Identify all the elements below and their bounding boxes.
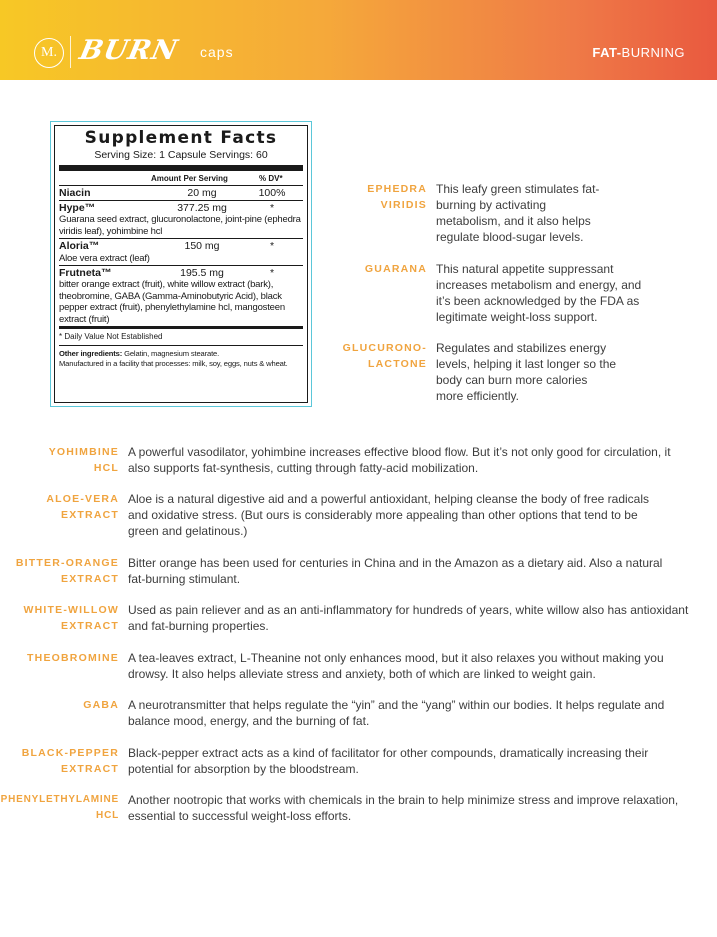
brand-logo-mark: M. <box>34 38 64 68</box>
brand-logo-suffix: caps <box>200 44 234 60</box>
ingredient-text: Bitter orange has been used for centuries in China and in the Amazon as a dietary aid. Also a natural fat-burning stimulant. <box>128 556 663 586</box>
side-ingredient-text: This natural appetite suppressant increases metabolism and energy, and it’s been acknowledged by the FDA as legitimate weight-loss support. <box>436 262 642 324</box>
name-line-2: LACTONE <box>368 358 427 370</box>
name-line-1: EPHEDRA <box>367 183 427 195</box>
ingredient-name <box>27 650 119 666</box>
facts-column-header <box>59 171 303 186</box>
ingredient-name <box>16 555 119 587</box>
name-line-1: WHITE-WILLOW <box>23 604 119 616</box>
ingredient-name: Aloria™ <box>59 240 100 253</box>
side-ingredient-name <box>343 340 427 372</box>
ingredient-dv: * <box>269 202 275 215</box>
ingredient-name <box>49 444 119 476</box>
category-rest: BURNING <box>621 45 685 60</box>
supplement-facts-box <box>54 125 308 403</box>
ingredient-name <box>46 491 119 523</box>
side-ingredient-text: This leafy green stimulates fat-burning by activating metabolism, and it also helps regulate blood-sugar levels. <box>436 182 600 244</box>
ingredient-text: A neurotransmitter that helps regulate the “yin” and the “yang” within our bodies. It helps regulate and balance mood, energy, and the burning of fat. <box>128 698 665 728</box>
side-ingredient-text: Regulates and stabilizes energy levels, helping it last longer so the body can burn more calories more efficiently. <box>436 341 617 403</box>
name-line-1: BLACK-PEPPER <box>21 747 119 759</box>
ingredient-text: Aloe is a natural digestive aid and a powerful antioxidant, helping cleanse the body of free radicals and oxidative stress. (But ours is considerably more appealing than other options that tend to be green and gelatinous.) <box>128 492 649 538</box>
ingredient-description: Aloe vera extract (leaf) <box>59 252 150 264</box>
ingredient-text: Another nootropic that works with chemicals in the brain to help minimize stress and improve relaxation, essential to successful weight-loss efforts. <box>128 793 679 823</box>
category-label <box>592 45 685 60</box>
other-ingredients <box>59 346 303 368</box>
ingredient-description: Guarana seed extract, glucuronolactone, joint-pine (ephedra viridis leaf), yohimbine hcl <box>59 214 301 237</box>
side-ingredient-name <box>367 181 427 213</box>
ingredient-dv: 100% <box>258 187 286 199</box>
daily-value-header: % DV* <box>259 174 283 183</box>
name-line-2: HCL <box>93 462 119 474</box>
ingredient-text: Black-pepper extract acts as a kind of facilitator for other compounds, dramatically increasing their potential for absorption by the bloodstream. <box>128 746 649 776</box>
name-line-1: GABA <box>83 699 119 711</box>
ingredient-dv: * <box>269 267 275 280</box>
ingredient-amount: 150 mg <box>184 240 220 253</box>
name-line-1: BITTER-ORANGE <box>15 557 119 569</box>
other-ingredients-text: Gelatin, magnesium stearate. <box>122 349 220 359</box>
ingredient-dv: * <box>269 240 275 253</box>
facts-row-niacin <box>59 186 303 201</box>
ingredient-name <box>24 602 119 634</box>
name-line-1: PHENYLETHYLAMINE <box>0 794 119 805</box>
ingredient-text: Used as pain reliever and as an anti-inflammatory for hundreds of years, white willow also has antioxidant and fat-burning properties. <box>128 603 689 633</box>
ingredient-name: Frutneta™ <box>59 267 112 280</box>
brand-logo-name: BURN <box>76 35 181 66</box>
name-line-2: EXTRACT <box>61 509 119 521</box>
supplement-facts-panel <box>50 121 312 407</box>
facts-row-hype <box>59 201 303 239</box>
ingredient-description: bitter orange extract (fruit), white willow extract (bark), theobromine, GABA (Gamma-Aminobutyric Acid), black pepper extract (fruit), phenylethylamine hcl, mangosteen extract (fruit) <box>59 279 285 325</box>
name-line-2: EXTRACT <box>61 620 119 632</box>
other-ingredients-label: Other ingredients: <box>59 349 123 359</box>
name-line-2: EXTRACT <box>61 763 119 775</box>
facts-row-frutneta <box>59 266 303 329</box>
facts-row-aloria <box>59 239 303 266</box>
ingredient-amount: 20 mg <box>187 187 217 199</box>
name-line-1: GLUCURONO- <box>342 342 427 354</box>
name-line-2: EXTRACT <box>61 573 119 585</box>
page-header <box>0 0 717 80</box>
daily-value-footnote: * Daily Value Not Established <box>59 329 303 346</box>
supplement-facts-title: Supplement Facts <box>84 128 278 148</box>
name-line-1: GUARANA <box>364 263 427 275</box>
serving-size: Serving Size: 1 Capsule Servings: 60 <box>59 149 303 171</box>
logo-divider <box>70 36 71 68</box>
ingredient-name <box>83 697 119 713</box>
side-ingredient-name <box>365 261 427 277</box>
category-bold: FAT- <box>592 45 622 60</box>
ingredient-amount: 377.25 mg <box>177 202 227 215</box>
ingredient-name <box>1 792 119 824</box>
name-line-2: HCL <box>96 810 119 821</box>
ingredient-name: Niacin <box>59 187 91 199</box>
name-line-1: YOHIMBINE <box>48 446 119 458</box>
ingredient-text: A powerful vasodilator, yohimbine increases effective blood flow. But it’s not only good for circulation, it also supports fat-synthesis, cutting through fatty-acid mobilization. <box>128 445 671 475</box>
ingredient-name <box>22 745 119 777</box>
facility-note: Manufactured in a facility that processes: milk, soy, eggs, nuts & wheat. <box>59 358 288 368</box>
ingredient-text: A tea-leaves extract, L-Theanine not only enhances mood, but it also relaxes you without making you drowsy. It also helps alleviate stress and anxiety, both of which are linked to weight gain. <box>128 651 664 681</box>
name-line-1: THEOBROMINE <box>27 652 119 664</box>
ingredient-amount: 195.5 mg <box>180 267 224 280</box>
name-line-2: VIRIDIS <box>380 199 427 211</box>
ingredient-name: Hype™ <box>59 202 96 215</box>
amount-per-serving-header: Amount Per Serving <box>151 174 228 183</box>
name-line-1: ALOE-VERA <box>46 493 119 505</box>
